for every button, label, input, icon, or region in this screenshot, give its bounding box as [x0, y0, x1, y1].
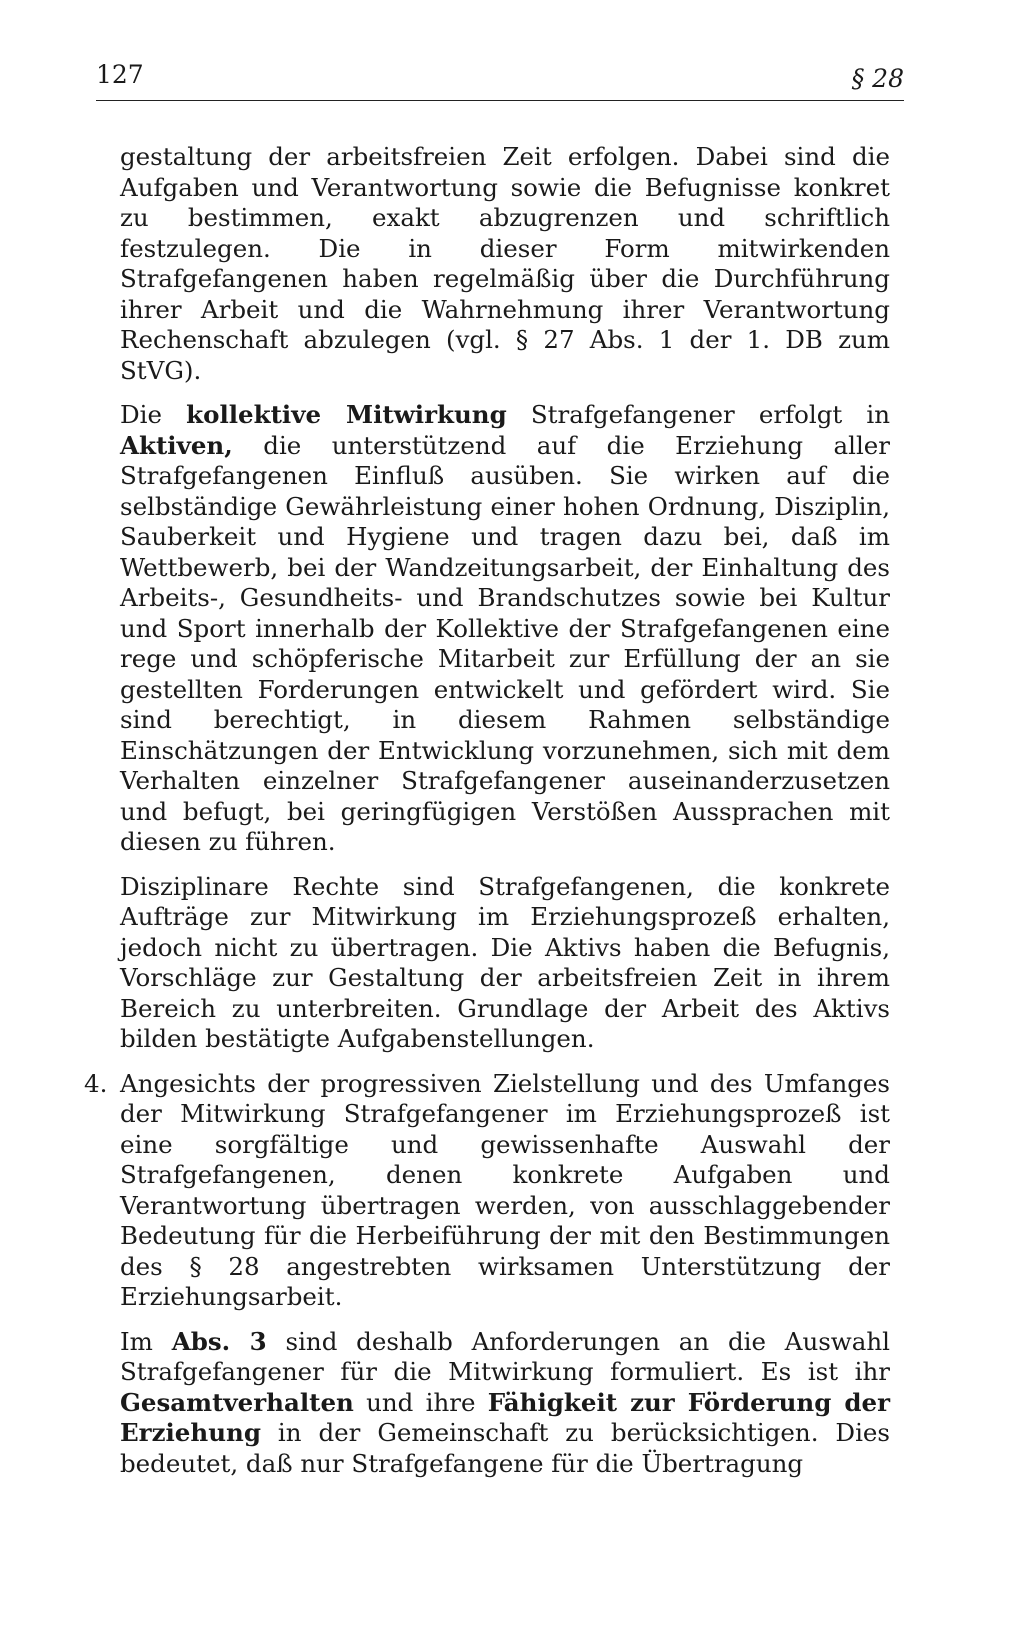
text-run: und ihre: [353, 1387, 488, 1417]
paragraph-continuation: gestaltung der arbeitsfreien Zeit erfolgen. Dabei sind die Aufgaben und Verantwortung sowie die Befugnisse konkret zu bestimmen, exakt abzugrenzen und schriftlich festzulegen. Die in dieser Form mitwirkenden Strafgefangenen haben regelmäßig über die Durchführung ihrer Arbeit und die Wahrnehmung ihrer Verantwortung Rechenschaft abzulegen (vgl. § 27 Abs. 1 der 1. DB zum StVG).: [120, 142, 890, 385]
page-number: 127: [96, 60, 144, 89]
bold-term: Aktiven,: [120, 430, 233, 460]
text-run: Im: [120, 1326, 172, 1356]
text-run: Die: [120, 400, 187, 429]
text-run: Angesichts der progressiven Zielstellung und des Umfanges der Mitwirkung Strafgefangener im Erziehungsprozeß ist eine sorgfältige und gewissenhafte Auswahl der Strafgefangenen, denen konkrete Aufgaben und Verantwortung übertragen werden, von ausschlaggebender Bedeutung für die Herbeiführung der mit den Bestimmungen des § 28 angestrebten wirksamen Unterstützung der Erziehungsarbeit.: [120, 1068, 890, 1311]
page-header: [96, 60, 904, 101]
paragraph-collective-participation: [120, 400, 890, 858]
paragraph-number: 4.: [84, 1068, 108, 1098]
numbered-paragraph-4: [84, 1068, 890, 1313]
paragraph-disciplinary-rights: Disziplinare Rechte sind Strafgefangenen, die konkrete Aufträge zur Mitwirkung im Erziehungsprozeß erhalten, jedoch nicht zu übertragen. Die Aktivs haben die Befugnis, Vorschläge zur Gestaltung der arbeitsfreien Zeit in ihrem Bereich zu unterbreiten. Grundlage der Arbeit des Aktivs bilden bestätigte Aufgabenstellungen.: [120, 871, 890, 1053]
text-run: sind deshalb Anforderungen an die Auswahl Strafgefangener für die Mitwirkung formuliert. Es ist ihr: [120, 1326, 890, 1386]
text-run: Strafgefangener erfolgt in: [506, 400, 890, 429]
text-run: in der Gemeinschaft zu berücksichtigen. Dies bedeutet, daß nur Strafgefangene für die Übertragung: [120, 1418, 890, 1478]
paragraph-selection-requirements: [120, 1327, 890, 1480]
body-text: [84, 142, 890, 1479]
bold-term: kollektive Mitwirkung: [186, 400, 507, 429]
bold-term: Fähigkeit zur Förderung der Erziehung: [120, 1387, 890, 1447]
text-run: die unterstützend auf die Erziehung aller Strafgefangenen Einfluß ausüben. Sie wirken auf die selbständige Gewährleistung einer hohen Ordnung, Disziplin, Sauberkeit und Hygiene und tragen dazu bei, daß im Wettbewerb, bei der Wandzeitungsarbeit, der Einhaltung des Arbeits-, Gesundheits- und Brandschutzes sowie bei Kultur und Sport innerhalb der Kollektive der Strafgefangenen eine rege und schöpferische Mitarbeit zur Erfüllung der an sie gestellten Forderungen entwickelt und gefördert wird. Sie sind berechtigt, in diesem Rahmen selbständige Einschätzungen der Entwicklung vorzunehmen, sich mit dem Verhalten einzelner Strafgefangener auseinanderzusetzen und befugt, bei geringfügigen Verstößen Aussprachen mit diesen zu führen.: [120, 430, 890, 856]
bold-term: Gesamtverhalten: [120, 1387, 354, 1417]
bold-term: Abs. 3: [171, 1326, 267, 1356]
section-reference: § 28: [851, 64, 904, 93]
